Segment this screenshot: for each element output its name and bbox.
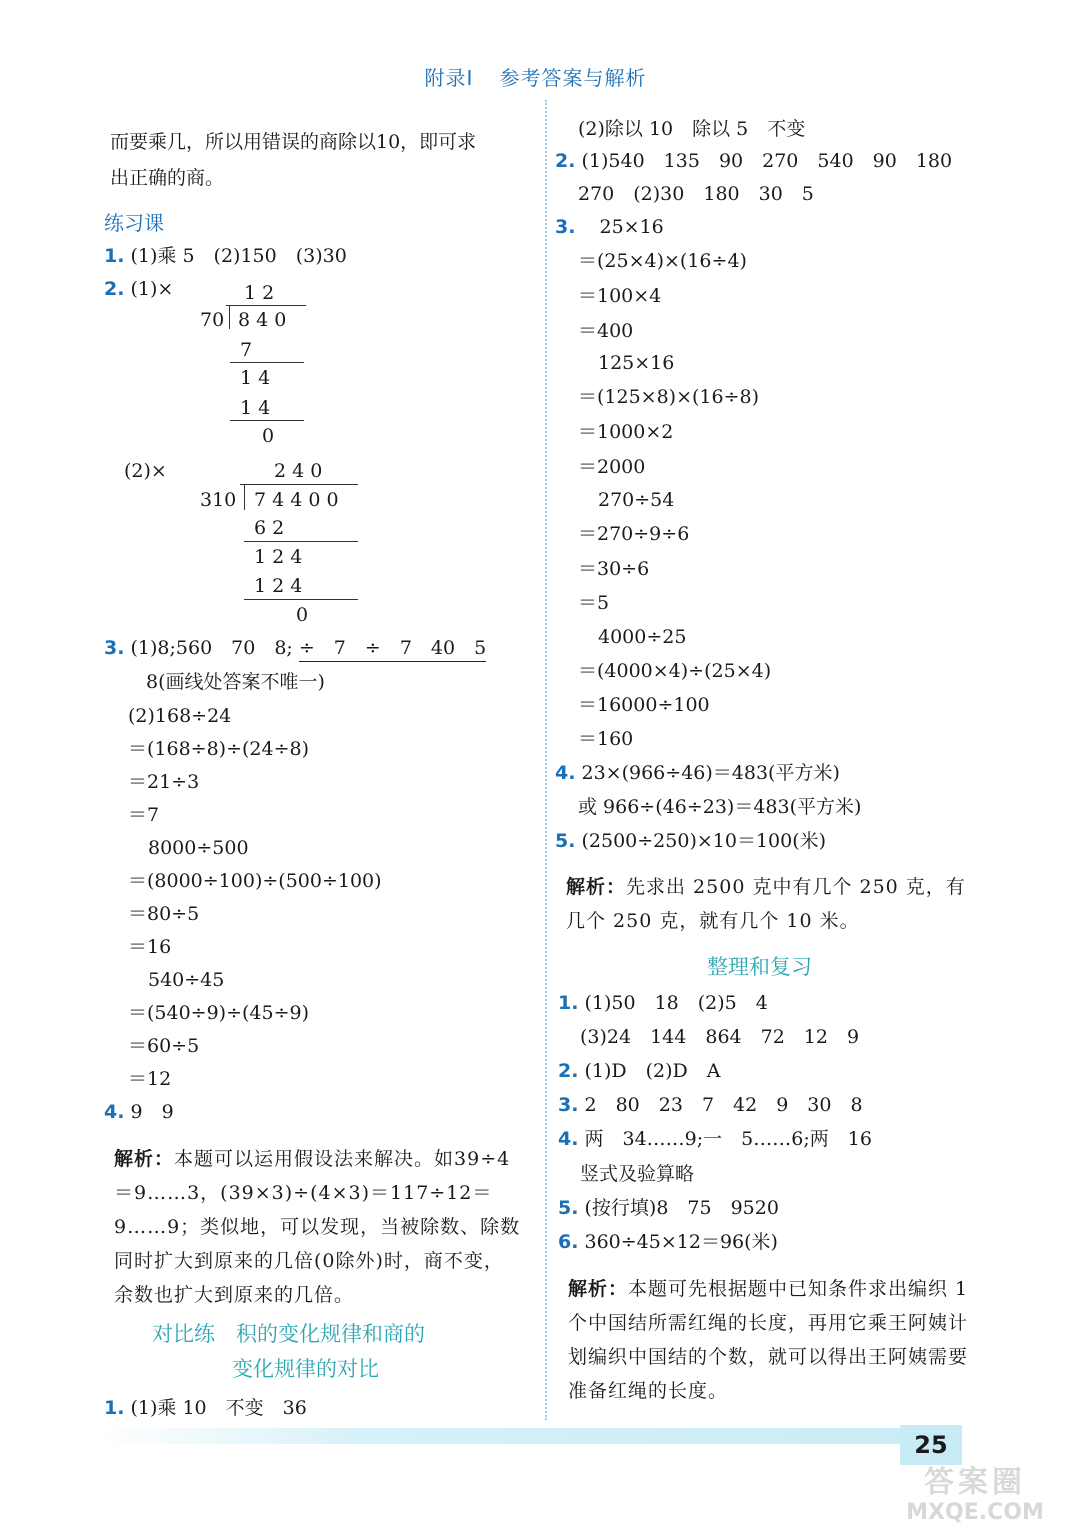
r4-line2: 竖式及验算略 (580, 1163, 695, 1185)
q3-line1 (104, 636, 486, 660)
r-q3-calc-10: ＝30÷6 (578, 558, 650, 580)
r6-number: 6. (558, 1231, 579, 1253)
r-q2-line1 (555, 149, 952, 173)
q2-number: 2. (104, 278, 125, 300)
footer-bar (100, 1428, 960, 1444)
q3-calc-11: ＝12 (128, 1068, 172, 1090)
q3-calc-0: (2)168÷24 (128, 705, 232, 727)
r-q3-calc-2: ＝100×4 (578, 285, 662, 307)
right-analysis-2-label: 解析： (568, 1278, 629, 1300)
right-top-line: (2)除以 10 除以 5 不变 (578, 118, 806, 140)
q3-calc-2: ＝21÷3 (128, 771, 200, 793)
r-q4-line2: 或 966÷(46÷23)＝483(平方米) (578, 796, 862, 818)
division1-bar (226, 305, 306, 306)
division1-step1: 7 (240, 339, 253, 361)
left-analysis-text: 本题可以运用假设法来解决。如39÷4＝9……3，(39×3)÷(4×3)＝117÷12＝9……9；类似地，可以发现，当被除数、除数同时扩大到原来的几倍(0除外)时，商不变，余数也扩大到原来的几倍。 (114, 1148, 521, 1306)
q1-line (104, 244, 347, 268)
intro-line-1: 而要乘几，所以用错误的商除以10，即可求 (110, 131, 477, 153)
right-analysis-2-text: 本题可先根据题中已知条件求出编织 1 个中国结所需红绳的长度，再用它乘王阿姨计划编织中国结的个数，就可以得出王阿姨需要准备红绳的长度。 (568, 1278, 969, 1402)
section-title-compare-1: 对比练 积的变化规律和商的 (152, 1322, 425, 1346)
compare-q1-number: 1. (104, 1397, 125, 1419)
r3-number: 3. (558, 1094, 579, 1116)
division2-remainder: 0 (296, 604, 309, 626)
q3-calc-7: ＝16 (128, 936, 172, 958)
r3-line (558, 1093, 863, 1117)
division1-dividend: 8 4 0 (238, 309, 287, 331)
r-q3-calc-4: 125×16 (598, 352, 675, 374)
division1-remainder: 0 (262, 425, 275, 447)
r1-text1: (1)50 18 (2)5 4 (584, 992, 768, 1014)
right-analysis-1 (566, 870, 976, 938)
watermark-line-1: 答案圈 (924, 1465, 1026, 1500)
r5-text: (按行填)8 75 9520 (584, 1197, 779, 1219)
r4-line1 (558, 1127, 872, 1151)
r-q3-calc-14: ＝16000÷100 (578, 694, 710, 716)
q2-line (104, 277, 173, 301)
division1-divisor: 70 (200, 309, 225, 331)
r-q3-calc-0: 25×16 (599, 216, 664, 238)
division2-step2: 1 2 4 (254, 546, 303, 568)
q3-calc-6: ＝80÷5 (128, 903, 200, 925)
q4-number: 4. (104, 1101, 125, 1123)
header-title: 参考答案与解析 (499, 66, 647, 90)
intro-line-2: 出正确的商。 (110, 167, 225, 189)
r-q5-text: (2500÷250)×10＝100(米) (581, 830, 827, 852)
q3-calc-5: ＝(8000÷100)÷(500÷100) (128, 870, 382, 892)
r-q3-calc-1: ＝(25×4)×(16÷4) (578, 250, 747, 272)
division1-quotient: 1 2 (244, 282, 275, 304)
division2-line2 (244, 599, 358, 600)
q4-text: 9 9 (130, 1101, 174, 1123)
division2-quotient: 2 4 0 (274, 460, 323, 482)
r-q4-number: 4. (555, 762, 576, 784)
q3-calc-4: 8000÷500 (148, 837, 249, 859)
appendix-label: 附录Ⅰ (424, 66, 474, 90)
r-q5-line (555, 829, 826, 853)
division2-dividend: 7 4 4 0 0 (254, 489, 339, 511)
r1-number: 1. (558, 992, 579, 1014)
compare-q1-text: (1)乘 10 不变 36 (130, 1397, 307, 1419)
left-analysis-label: 解析： (114, 1148, 175, 1170)
q3-line1-underlined: ÷ 7 ÷ 7 40 5 (299, 637, 486, 662)
division1-step3: 1 4 (240, 397, 271, 419)
division2-line1 (244, 541, 358, 542)
r6-line (558, 1230, 778, 1254)
q3-calc-9: ＝(540÷9)÷(45÷9) (128, 1002, 310, 1024)
r5-line (558, 1196, 779, 1220)
division1-bracket (229, 305, 230, 329)
r4-text1: 两 34……9;一 5……6;两 16 (584, 1128, 872, 1150)
r-q4-text1: 23×(966÷46)＝483(平方米) (581, 762, 840, 784)
watermark-line-2: MXQE.COM (906, 1500, 1044, 1525)
r-q5-number: 5. (555, 830, 576, 852)
q3-calc-3: ＝7 (128, 804, 160, 826)
r5-number: 5. (558, 1197, 579, 1219)
section-title-compare-2: 变化规律的对比 (232, 1357, 379, 1381)
right-analysis-2 (568, 1272, 976, 1408)
r-q3-calc-7: ＝2000 (578, 456, 646, 478)
q3-calc-10: ＝60÷5 (128, 1035, 200, 1057)
q2-part2: (2)× (124, 460, 167, 482)
r-q3-calc-12: 4000÷25 (598, 626, 687, 648)
q3-line1-a: (1)8;560 70 8; (130, 637, 293, 659)
page-header (0, 62, 1071, 91)
r-q3-calc-8: 270÷54 (598, 489, 675, 511)
r-q3-calc-11: ＝5 (578, 592, 610, 614)
compare-q1-line (104, 1396, 307, 1420)
watermark-logo (880, 1465, 1070, 1536)
r2-number: 2. (558, 1060, 579, 1082)
left-analysis (114, 1142, 522, 1312)
r-q2-number: 2. (555, 150, 576, 172)
r-q3-number: 3. (555, 216, 576, 238)
r-q3-calc-15: ＝160 (578, 728, 634, 750)
division2-bracket (244, 484, 245, 510)
r3-text: 2 80 23 7 42 9 30 8 (584, 1094, 863, 1116)
q4-line (104, 1100, 174, 1124)
q1-number: 1. (104, 245, 125, 267)
column-divider (545, 100, 547, 1420)
right-analysis-1-label: 解析： (566, 876, 627, 898)
r2-line (558, 1059, 721, 1083)
r1-line1 (558, 991, 768, 1015)
r-q2-text1: (1)540 135 90 270 540 90 180 (581, 150, 953, 172)
division1-line2 (230, 420, 304, 421)
q3-calc-8: 540÷45 (148, 969, 225, 991)
division2-bar (240, 484, 358, 485)
division2-step3: 1 2 4 (254, 575, 303, 597)
r-q3-calc-6: ＝1000×2 (578, 421, 674, 443)
division1-line1 (230, 362, 304, 363)
q3-number: 3. (104, 637, 125, 659)
r-q3-calc-13: ＝(4000×4)÷(25×4) (578, 660, 772, 682)
section-title-practice: 练习课 (104, 211, 164, 235)
r-q3-calc-9: ＝270÷9÷6 (578, 523, 690, 545)
r-q4-line1 (555, 761, 840, 785)
q2-part1: (1)× (130, 278, 174, 300)
r1-line2: (3)24 144 864 72 12 9 (580, 1026, 860, 1048)
r4-number: 4. (558, 1128, 579, 1150)
page-number: 25 (900, 1425, 962, 1465)
section-title-review: 整理和复习 (707, 955, 812, 979)
r-q3-calc-3: ＝400 (578, 320, 634, 342)
division1-step2: 1 4 (240, 367, 271, 389)
r-q3-calc-5: ＝(125×8)×(16÷8) (578, 386, 760, 408)
division2-step1: 6 2 (254, 517, 285, 539)
r2-text: (1)D (2)D A (584, 1060, 721, 1082)
r-q3-line0 (555, 215, 664, 239)
r6-text: 360÷45×12＝96(米) (584, 1231, 778, 1253)
q3-line2: 8(画线处答案不唯一) (146, 671, 325, 693)
right-analysis-1-text: 先求出 2500 克中有几个 250 克，有几个 250 克，就有几个 10 米。 (566, 876, 966, 932)
division2-divisor: 310 (200, 489, 237, 511)
r-q2-line2: 270 (2)30 180 30 5 (578, 183, 814, 205)
q1-text: (1)乘 5 (2)150 (3)30 (130, 245, 347, 267)
q3-calc-1: ＝(168÷8)÷(24÷8) (128, 738, 310, 760)
